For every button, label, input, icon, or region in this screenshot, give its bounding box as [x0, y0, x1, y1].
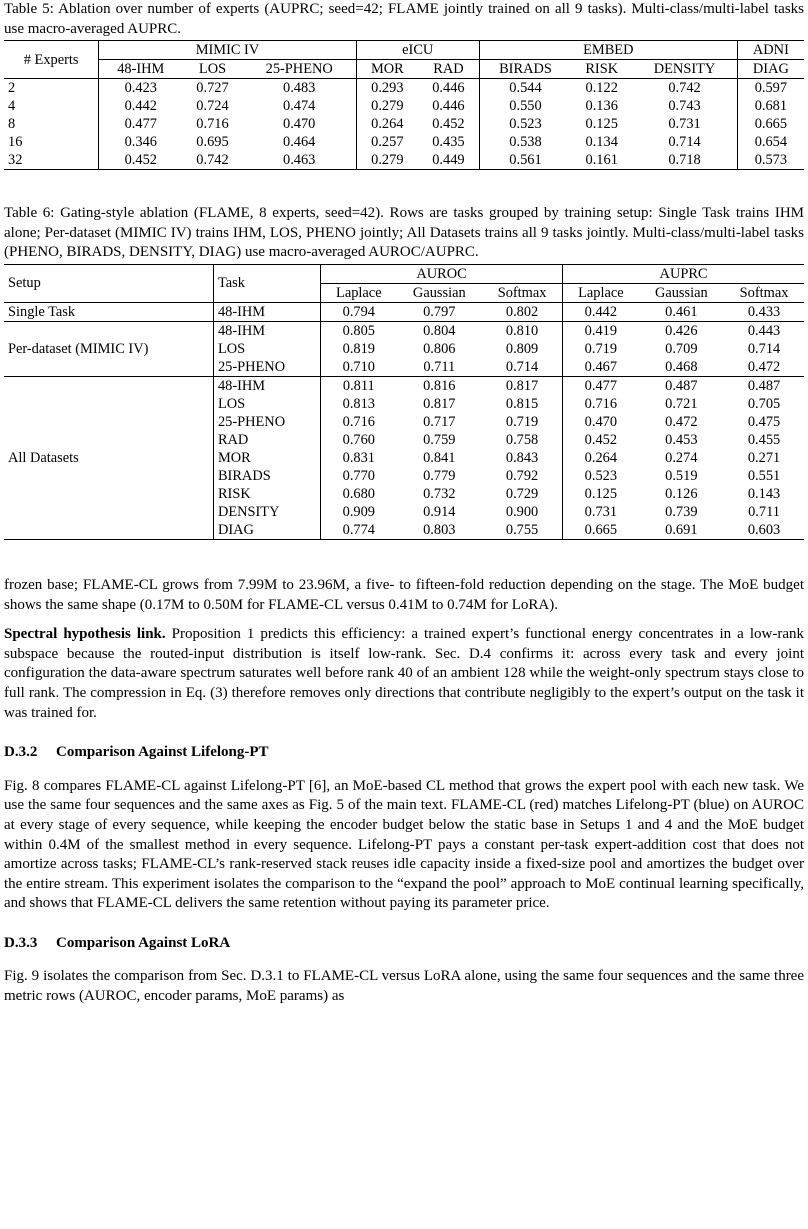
table5-caption: Table 5: Ablation over number of experts (AUPRC; seed=42; FLAME jointly trained on all 9 tasks). Multi-class/multi-label tasks use macro-averaged AUPRC. [4, 1, 804, 37]
paragraph-lifelong [4, 777, 804, 914]
table6-cell: 0.523 [584, 467, 618, 484]
table6-setup-cell: All Datasets [4, 376, 213, 539]
table6-cell: 0.603 [747, 521, 781, 538]
table5-cell: 0.727 [196, 80, 229, 97]
table6-cell: 0.729 [482, 485, 563, 503]
section-heading-lora [4, 934, 804, 954]
table5-cell: 0.293 [371, 80, 404, 97]
table5-cell: 0.134 [585, 134, 618, 151]
table5-cell: 0.477 [124, 116, 157, 133]
table5-cell: 0.731 [632, 115, 737, 133]
table6-cell: 0.816 [423, 377, 456, 394]
paragraph-lifelong-text: Fig. 8 compares FLAME-CL against Lifelong-PT [6], an MoE-based CL method that grows the expert pool with each new task. We use the same four sequences and the same axes as Fig. 5 of the main text. FLAME-CL (red) matches Lifelong-PT (blue) on AUROC at every stage of every sequence, while keeping the encoder budget below the static base in Setups 1 and 4 and the MoE budget within 0.4M of the smallest method in every sequence. Lifelong-PT pays a constant per-task expert-addition cost that does not amortize across tasks; FLAME-CL’s rank-reserved stack reuses idle capacity inside a fixed-size pool and amortizes the budget over the entire stream. This experiment isolates the comparison to the “expand the pool” approach to MoE continual learning specifically, and shows that FLAME-CL delivers the same retention without paying its parameter price. [4, 777, 804, 912]
table5-cell: 0.279 [371, 152, 404, 169]
table5-cell: 0.724 [196, 98, 229, 115]
paragraph-spectral-text: Proposition 1 predicts this efficiency: a trained expert’s functional energy concentrates in a low-rank subspace because the routed-input distribution is itself low-rank. Sec. D.4 confirms it: across every task and every joint configuration the data-aware spectrum saturates well before rank 40 of an ambient 128 while the weight-only spectrum stays close to full rank. The compression in Eq. (3) therefore removes only directions that contribute negligibly to the expert’s output on the task it was trained for. [4, 626, 804, 721]
table5-cell: 0.423 [124, 80, 157, 97]
page [4, 0, 804, 1007]
table6-cell: 0.817 [423, 395, 456, 412]
table6-cell: 0.831 [342, 449, 376, 466]
table5 [4, 40, 804, 170]
table6-cell: 0.817 [482, 376, 563, 395]
table6-cell: 0.711 [423, 358, 456, 375]
table5-cell: 0.125 [585, 116, 618, 133]
table6-task-cell: LOS [213, 395, 320, 413]
table6-col-setup: Setup [4, 264, 213, 302]
table6-cell: 0.125 [584, 485, 618, 502]
table5-group-eicu: eICU [356, 41, 479, 60]
table5-cell: 0.538 [509, 134, 542, 151]
table6-cell: 0.843 [482, 449, 563, 467]
table5-col: 48-IHM [99, 60, 182, 79]
table5-col: MOR [356, 60, 418, 79]
table6-task-cell: BIRADS [213, 467, 320, 485]
table5-cell: 0.446 [418, 79, 479, 98]
table6-cell: 0.719 [584, 340, 618, 357]
table5-cell: 0.470 [243, 115, 356, 133]
section-number: D.3.2 [4, 744, 38, 761]
table6-cell: 0.770 [342, 467, 376, 484]
table5-cell: 0.464 [243, 133, 356, 151]
table5-col: 25-PHENO [243, 60, 356, 79]
table5-cell: 0.452 [418, 115, 479, 133]
table5-row [4, 133, 804, 151]
table6-cell: 0.716 [342, 413, 376, 430]
table5-cell: 0.544 [509, 80, 542, 97]
table6-cell: 0.721 [665, 395, 698, 412]
table5-cell: 0.264 [371, 116, 404, 133]
table5-experts-cell: 16 [4, 133, 99, 151]
table6-task-cell: 48-IHM [213, 302, 320, 321]
paragraph-lora-text: Fig. 9 isolates the comparison from Sec. D.3.1 to FLAME-CL versus LoRA alone, using the same four sequences and the same three metric rows (AUROC, encoder params, MoE params) as [4, 968, 804, 1005]
table6-task-cell: LOS [213, 340, 320, 358]
table5-cell: 0.346 [124, 134, 157, 151]
table6-subcol: Gaussian [639, 283, 724, 302]
section-heading-lifelong [4, 743, 804, 763]
table6-cell: 0.442 [584, 303, 618, 320]
table6-cell: 0.810 [482, 321, 563, 340]
table5-cell: 0.742 [632, 79, 737, 98]
table6-cell: 0.802 [482, 302, 563, 321]
table5-experts-cell: 32 [4, 151, 99, 170]
table5-group-mimic: MIMIC IV [99, 41, 356, 60]
table6-task-cell: RAD [213, 431, 320, 449]
table6-cell: 0.811 [342, 377, 375, 394]
table6-caption: Table 6: Gating-style ablation (FLAME, 8 experts, seed=42). Rows are tasks grouped by training setup: Single Task trains IHM alone; Per-dataset (MIMIC IV) trains IHM, LOS, PHENO jointly; All Datasets trains all 9 tasks jointly. Multi-class/multi-label tasks (PHENO, BIRADS, DENSITY, DIAG) use macro-averaged AUROC/AUPRC. [4, 205, 804, 261]
table5-cell: 0.714 [632, 133, 737, 151]
table6-cell: 0.426 [665, 322, 698, 339]
table6-body [4, 302, 804, 539]
paragraph-budget [4, 576, 804, 615]
table6-cell: 0.760 [342, 431, 376, 448]
table6-cell: 0.264 [584, 449, 618, 466]
paragraph-spectral [4, 625, 804, 723]
table5-col: RAD [418, 60, 479, 79]
table6-cell: 0.717 [423, 413, 456, 430]
table5-cell: 0.695 [196, 134, 229, 151]
table5-cell: 0.452 [124, 152, 157, 169]
table6-cell: 0.900 [482, 503, 563, 521]
table6-row [4, 321, 804, 340]
table5-cell: 0.742 [196, 152, 229, 169]
table6-cell: 0.819 [342, 340, 376, 357]
table6-cell: 0.805 [342, 322, 376, 339]
table6-cell: 0.126 [665, 485, 698, 502]
table5-cell: 0.446 [418, 97, 479, 115]
table6-setup-cell: Per-dataset (MIMIC IV) [4, 321, 213, 376]
table5-col: LOS [182, 60, 243, 79]
table6-col-task: Task [213, 264, 320, 302]
table6-cell: 0.487 [747, 377, 781, 394]
table6-cell: 0.519 [665, 467, 698, 484]
table6-cell: 0.691 [665, 521, 698, 538]
table5-cell: 0.716 [196, 116, 229, 133]
table6-task-cell: MOR [213, 449, 320, 467]
table6-cell: 0.716 [584, 395, 618, 412]
table5-row [4, 151, 804, 170]
table6-row [4, 376, 804, 395]
table6-cell: 0.467 [584, 358, 618, 375]
table5-col: DIAG [737, 60, 804, 79]
table6-cell: 0.797 [423, 303, 456, 320]
table5-col: DENSITY [632, 60, 737, 79]
table5-cell: 0.550 [509, 98, 542, 115]
table6-cell: 0.710 [342, 358, 376, 375]
table6-group-auroc: AUROC [321, 264, 563, 283]
table6-task-cell: RISK [213, 485, 320, 503]
table6-cell: 0.271 [747, 449, 781, 466]
table5-cell: 0.665 [754, 116, 788, 133]
table5-cell: 0.474 [243, 97, 356, 115]
table5-cell: 0.561 [509, 152, 542, 169]
table5-col: RISK [571, 60, 632, 79]
table5-row-header: # Experts [4, 41, 99, 79]
table5-group-embed: EMBED [479, 41, 737, 60]
table6-cell: 0.274 [665, 449, 698, 466]
table6-cell: 0.419 [584, 322, 618, 339]
table6-cell: 0.719 [482, 413, 563, 431]
table5-cell: 0.523 [509, 116, 542, 133]
table6-subcol: Softmax [724, 283, 804, 302]
table6-cell: 0.487 [665, 377, 698, 394]
table5-cell: 0.681 [754, 98, 788, 115]
table6-subcol: Laplace [321, 283, 397, 302]
table5-experts-cell: 4 [4, 97, 99, 115]
table6-cell: 0.551 [747, 467, 781, 484]
table5-row [4, 97, 804, 115]
table6-cell: 0.143 [747, 485, 781, 502]
table5-col: BIRADS [479, 60, 571, 79]
table6-cell: 0.914 [423, 503, 456, 520]
table6-task-cell: DENSITY [213, 503, 320, 521]
section-title: Comparison Against LoRA [56, 934, 231, 951]
table5-cell: 0.442 [124, 98, 157, 115]
table5-experts-cell: 2 [4, 79, 99, 98]
table6-cell: 0.804 [423, 322, 456, 339]
table6-cell: 0.739 [665, 503, 698, 520]
table6-cell: 0.711 [748, 503, 780, 520]
table6-cell: 0.680 [342, 485, 376, 502]
table6-task-cell: 48-IHM [213, 321, 320, 340]
table6-task-cell: 48-IHM [213, 376, 320, 395]
table5-row [4, 115, 804, 133]
table5-cell: 0.573 [754, 152, 788, 169]
table6-cell: 0.813 [342, 395, 376, 412]
table5-row [4, 79, 804, 98]
table6-cell: 0.453 [665, 431, 698, 448]
table5-cell: 0.136 [585, 98, 618, 115]
table6-cell: 0.841 [423, 449, 456, 466]
table5-cell: 0.718 [632, 151, 737, 170]
table6-cell: 0.758 [482, 431, 563, 449]
table5-cell: 0.654 [754, 134, 788, 151]
table6-cell: 0.665 [584, 521, 618, 538]
table6-task-cell: 25-PHENO [213, 358, 320, 377]
table6-cell: 0.461 [665, 303, 698, 320]
table6-task-cell: DIAG [213, 521, 320, 540]
table6-cell: 0.759 [423, 431, 456, 448]
table6-cell: 0.433 [747, 303, 781, 320]
table6-row [4, 302, 804, 321]
table6-cell: 0.732 [423, 485, 456, 502]
table6-cell: 0.806 [423, 340, 456, 357]
table5-cell: 0.435 [418, 133, 479, 151]
table6-cell: 0.731 [584, 503, 618, 520]
table5-body [4, 79, 804, 170]
table6-cell: 0.815 [482, 395, 563, 413]
table5-group-adni: ADNI [752, 42, 789, 59]
paragraph-budget-text: frozen base; FLAME-CL grows from 7.99M to 23.96M, a five- to fifteen-fold reduction depending on the stage. The MoE budget shows the same shape (0.17M to 0.50M for FLAME-CL versus 0.41M to 0.74M for LoRA). [4, 576, 804, 613]
table6-cell: 0.705 [747, 395, 781, 412]
table6-cell: 0.774 [342, 521, 376, 538]
table6-task-cell: 25-PHENO [213, 413, 320, 431]
table6-cell: 0.779 [423, 467, 456, 484]
table5-cell: 0.463 [243, 151, 356, 170]
table6-cell: 0.803 [423, 521, 456, 538]
table6-cell: 0.455 [747, 431, 781, 448]
table6-subcol: Laplace [563, 283, 639, 302]
table6-cell: 0.714 [747, 340, 781, 357]
table6-cell: 0.472 [665, 413, 698, 430]
table6-subcol: Softmax [482, 283, 563, 302]
table6-cell: 0.794 [342, 303, 376, 320]
table5-cell: 0.279 [371, 98, 404, 115]
table6-setup-cell: Single Task [4, 302, 213, 321]
table5-cell: 0.597 [754, 80, 788, 97]
table5-cell: 0.483 [243, 79, 356, 98]
table6-cell: 0.909 [342, 503, 376, 520]
table6-group-auprc: AUPRC [659, 265, 708, 282]
section-number: D.3.3 [4, 934, 38, 951]
table5-cell: 0.161 [585, 152, 618, 169]
table6-cell: 0.470 [584, 413, 618, 430]
table6-cell: 0.477 [584, 377, 618, 394]
table6-cell: 0.792 [482, 467, 563, 485]
table6-cell: 0.809 [482, 340, 563, 358]
section-title: Comparison Against Lifelong-PT [56, 744, 269, 761]
table5-experts-cell: 8 [4, 115, 99, 133]
table5-cell: 0.449 [418, 151, 479, 170]
table6-cell: 0.755 [482, 521, 563, 540]
table6-cell: 0.452 [584, 431, 618, 448]
table5-cell: 0.122 [585, 80, 618, 97]
table5-cell: 0.743 [632, 97, 737, 115]
table5-cell: 0.257 [371, 134, 404, 151]
table6-cell: 0.475 [747, 413, 781, 430]
paragraph-spectral-heading: Spectral hypothesis link. [4, 626, 166, 643]
table6-cell: 0.443 [747, 322, 781, 339]
table6-subcol: Gaussian [397, 283, 482, 302]
table6 [4, 264, 804, 540]
table6-cell: 0.468 [665, 358, 698, 375]
table6-cell: 0.714 [482, 358, 563, 377]
paragraph-lora [4, 967, 804, 1006]
table6-cell: 0.709 [665, 340, 698, 357]
table6-cell: 0.472 [747, 358, 781, 375]
